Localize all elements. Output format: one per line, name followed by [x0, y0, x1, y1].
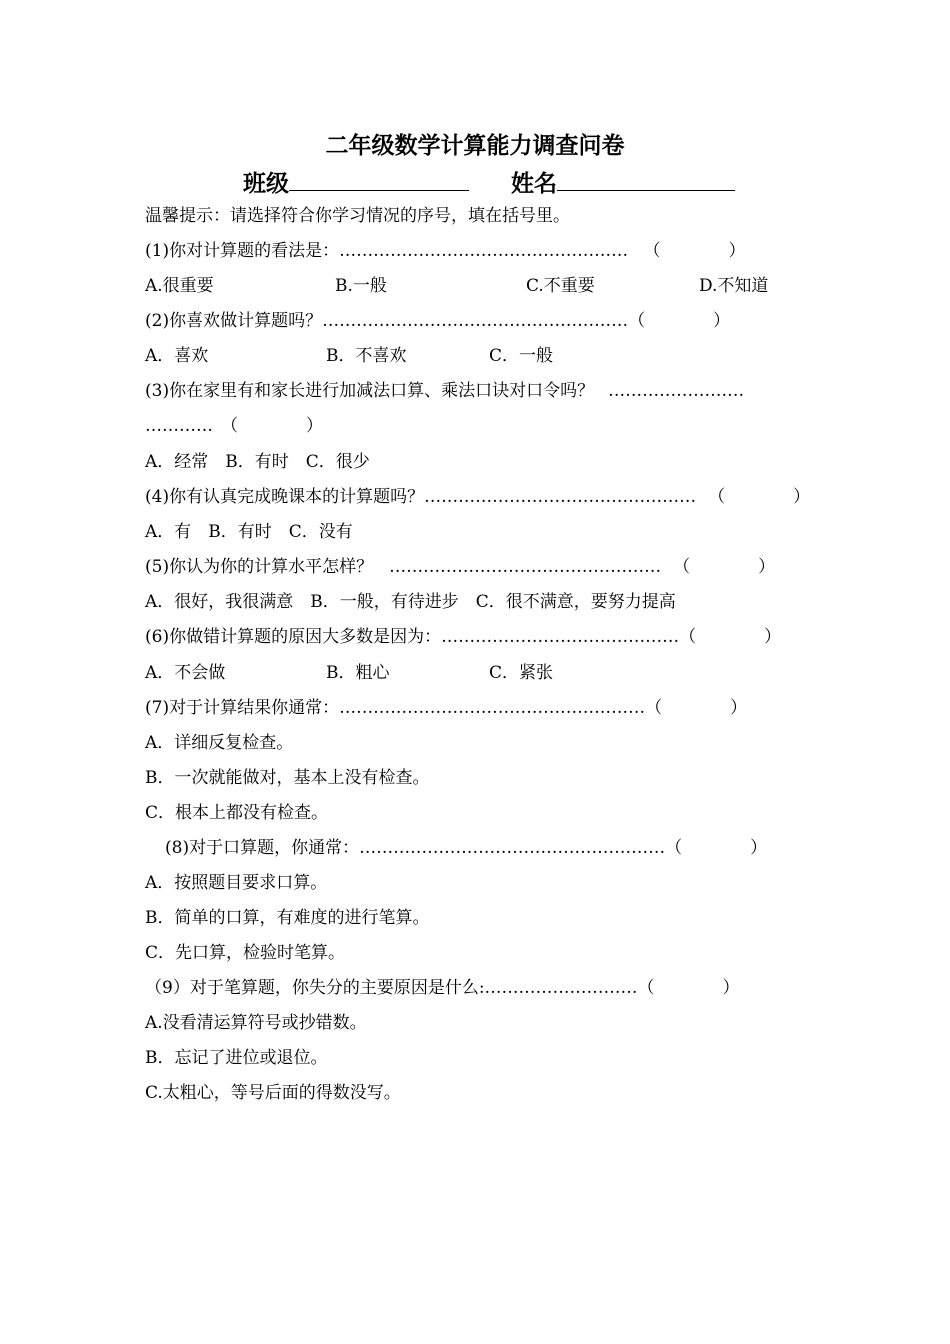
question-2-answer-blank[interactable]: （ ）	[628, 311, 731, 331]
question-1	[145, 240, 746, 262]
question-9-option-a[interactable]: A.没看清运算符号或抄错数。	[145, 1013, 367, 1033]
question-8	[165, 837, 767, 859]
question-3-dots-continued: …………	[145, 416, 213, 436]
question-3-text: (3)你在家里有和家长进行加减法口算、乘法口诀对口令吗？	[145, 381, 595, 401]
question-3-answer-blank[interactable]: （ ）	[221, 416, 323, 436]
question-5-options[interactable]: A．很好，我很满意 B．一般，有待进步 C．很不满意，要努力提高	[145, 592, 676, 612]
page-title: 二年级数学计算能力调查问卷	[325, 133, 625, 159]
question-5-answer-blank[interactable]: （ ）	[673, 557, 776, 577]
question-7-option-c[interactable]: C．根本上都没有检查。	[145, 803, 329, 823]
question-1-option-d[interactable]: D.不知道	[699, 276, 769, 296]
question-4-answer-blank[interactable]: （ ）	[708, 487, 811, 507]
question-4-text: (4)你有认真完成晚课本的计算题吗？	[145, 487, 425, 507]
question-6-option-a[interactable]: A．不会做	[145, 663, 226, 683]
question-1-dots: ……………………………………………	[339, 241, 629, 261]
question-3-continued	[145, 415, 323, 437]
name-label: 姓名	[511, 171, 558, 197]
question-3-options[interactable]: A．经常 B．有时 C．很少	[145, 452, 370, 472]
question-9-option-b[interactable]: B．忘记了进位或退位。	[145, 1048, 328, 1068]
question-1-option-b[interactable]: B.一般	[335, 276, 387, 296]
question-2-option-c[interactable]: C．一般	[489, 346, 554, 366]
hint-text: 温馨提示：请选择符合你学习情况的序号，填在括号里。	[145, 206, 570, 226]
question-5	[145, 556, 775, 578]
question-6-answer-blank[interactable]: （ ）	[679, 627, 782, 647]
question-6	[145, 626, 781, 648]
question-4-options[interactable]: A．有 B．有时 C．没有	[145, 522, 353, 542]
question-8-text: (8)对于口算题，你通常：	[165, 838, 360, 858]
question-3	[145, 380, 744, 402]
question-8-answer-blank[interactable]: （ ）	[665, 838, 768, 858]
class-label: 班级	[243, 171, 289, 197]
question-7-option-b[interactable]: B．一次就能做对，基本上没有检查。	[145, 768, 430, 788]
question-1-option-a[interactable]: A.很重要	[145, 276, 214, 296]
question-1-text: (1)你对计算题的看法是：	[145, 241, 340, 261]
question-8-option-b[interactable]: B．简单的口算，有难度的进行笔算。	[145, 908, 430, 928]
question-2-option-b[interactable]: B．不喜欢	[326, 346, 407, 366]
question-8-dots: ………………………………………………	[359, 838, 666, 858]
question-1-option-c[interactable]: C.不重要	[526, 276, 595, 296]
question-8-option-c[interactable]: C．先口算，检验时笔算。	[145, 943, 346, 963]
question-6-option-b[interactable]: B．粗心	[326, 663, 390, 683]
question-7-option-a[interactable]: A．详细反复检查。	[145, 733, 294, 753]
question-2-dots: ………………………………………………	[322, 311, 629, 331]
question-5-text: (5)你认为你的计算水平怎样？	[145, 557, 374, 577]
question-6-dots: ……………………………………	[441, 627, 680, 647]
question-1-answer-blank[interactable]: （ ）	[643, 241, 746, 261]
question-2-option-a[interactable]: A．喜欢	[145, 346, 209, 366]
question-7-text: (7)对于计算结果你通常：	[145, 698, 340, 718]
header-fields	[243, 165, 735, 198]
question-9-dots: ………………………	[484, 978, 638, 998]
question-9	[145, 977, 740, 999]
question-6-option-c[interactable]: C．紧张	[489, 663, 554, 683]
name-input-line[interactable]	[557, 168, 735, 191]
class-input-line[interactable]	[289, 168, 469, 191]
question-2	[145, 310, 730, 332]
question-9-answer-blank[interactable]: （ ）	[637, 978, 740, 998]
question-3-dots: ……………………	[608, 381, 745, 401]
question-7	[145, 697, 747, 719]
question-8-option-a[interactable]: A．按照题目要求口算。	[145, 873, 328, 893]
question-9-text: （9）对于笔算题，你失分的主要原因是什么:	[145, 978, 485, 998]
question-9-option-c[interactable]: C.太粗心，等号后面的得数没写。	[145, 1083, 401, 1103]
question-2-text: (2)你喜欢做计算题吗？	[145, 311, 323, 331]
question-4-dots: …………………………………………	[424, 487, 697, 507]
question-7-dots: ………………………………………………	[339, 698, 646, 718]
question-5-dots: …………………………………………	[389, 557, 662, 577]
question-4	[145, 486, 810, 508]
question-6-text: (6)你做错计算题的原因大多数是因为：	[145, 627, 442, 647]
question-7-answer-blank[interactable]: （ ）	[645, 698, 748, 718]
